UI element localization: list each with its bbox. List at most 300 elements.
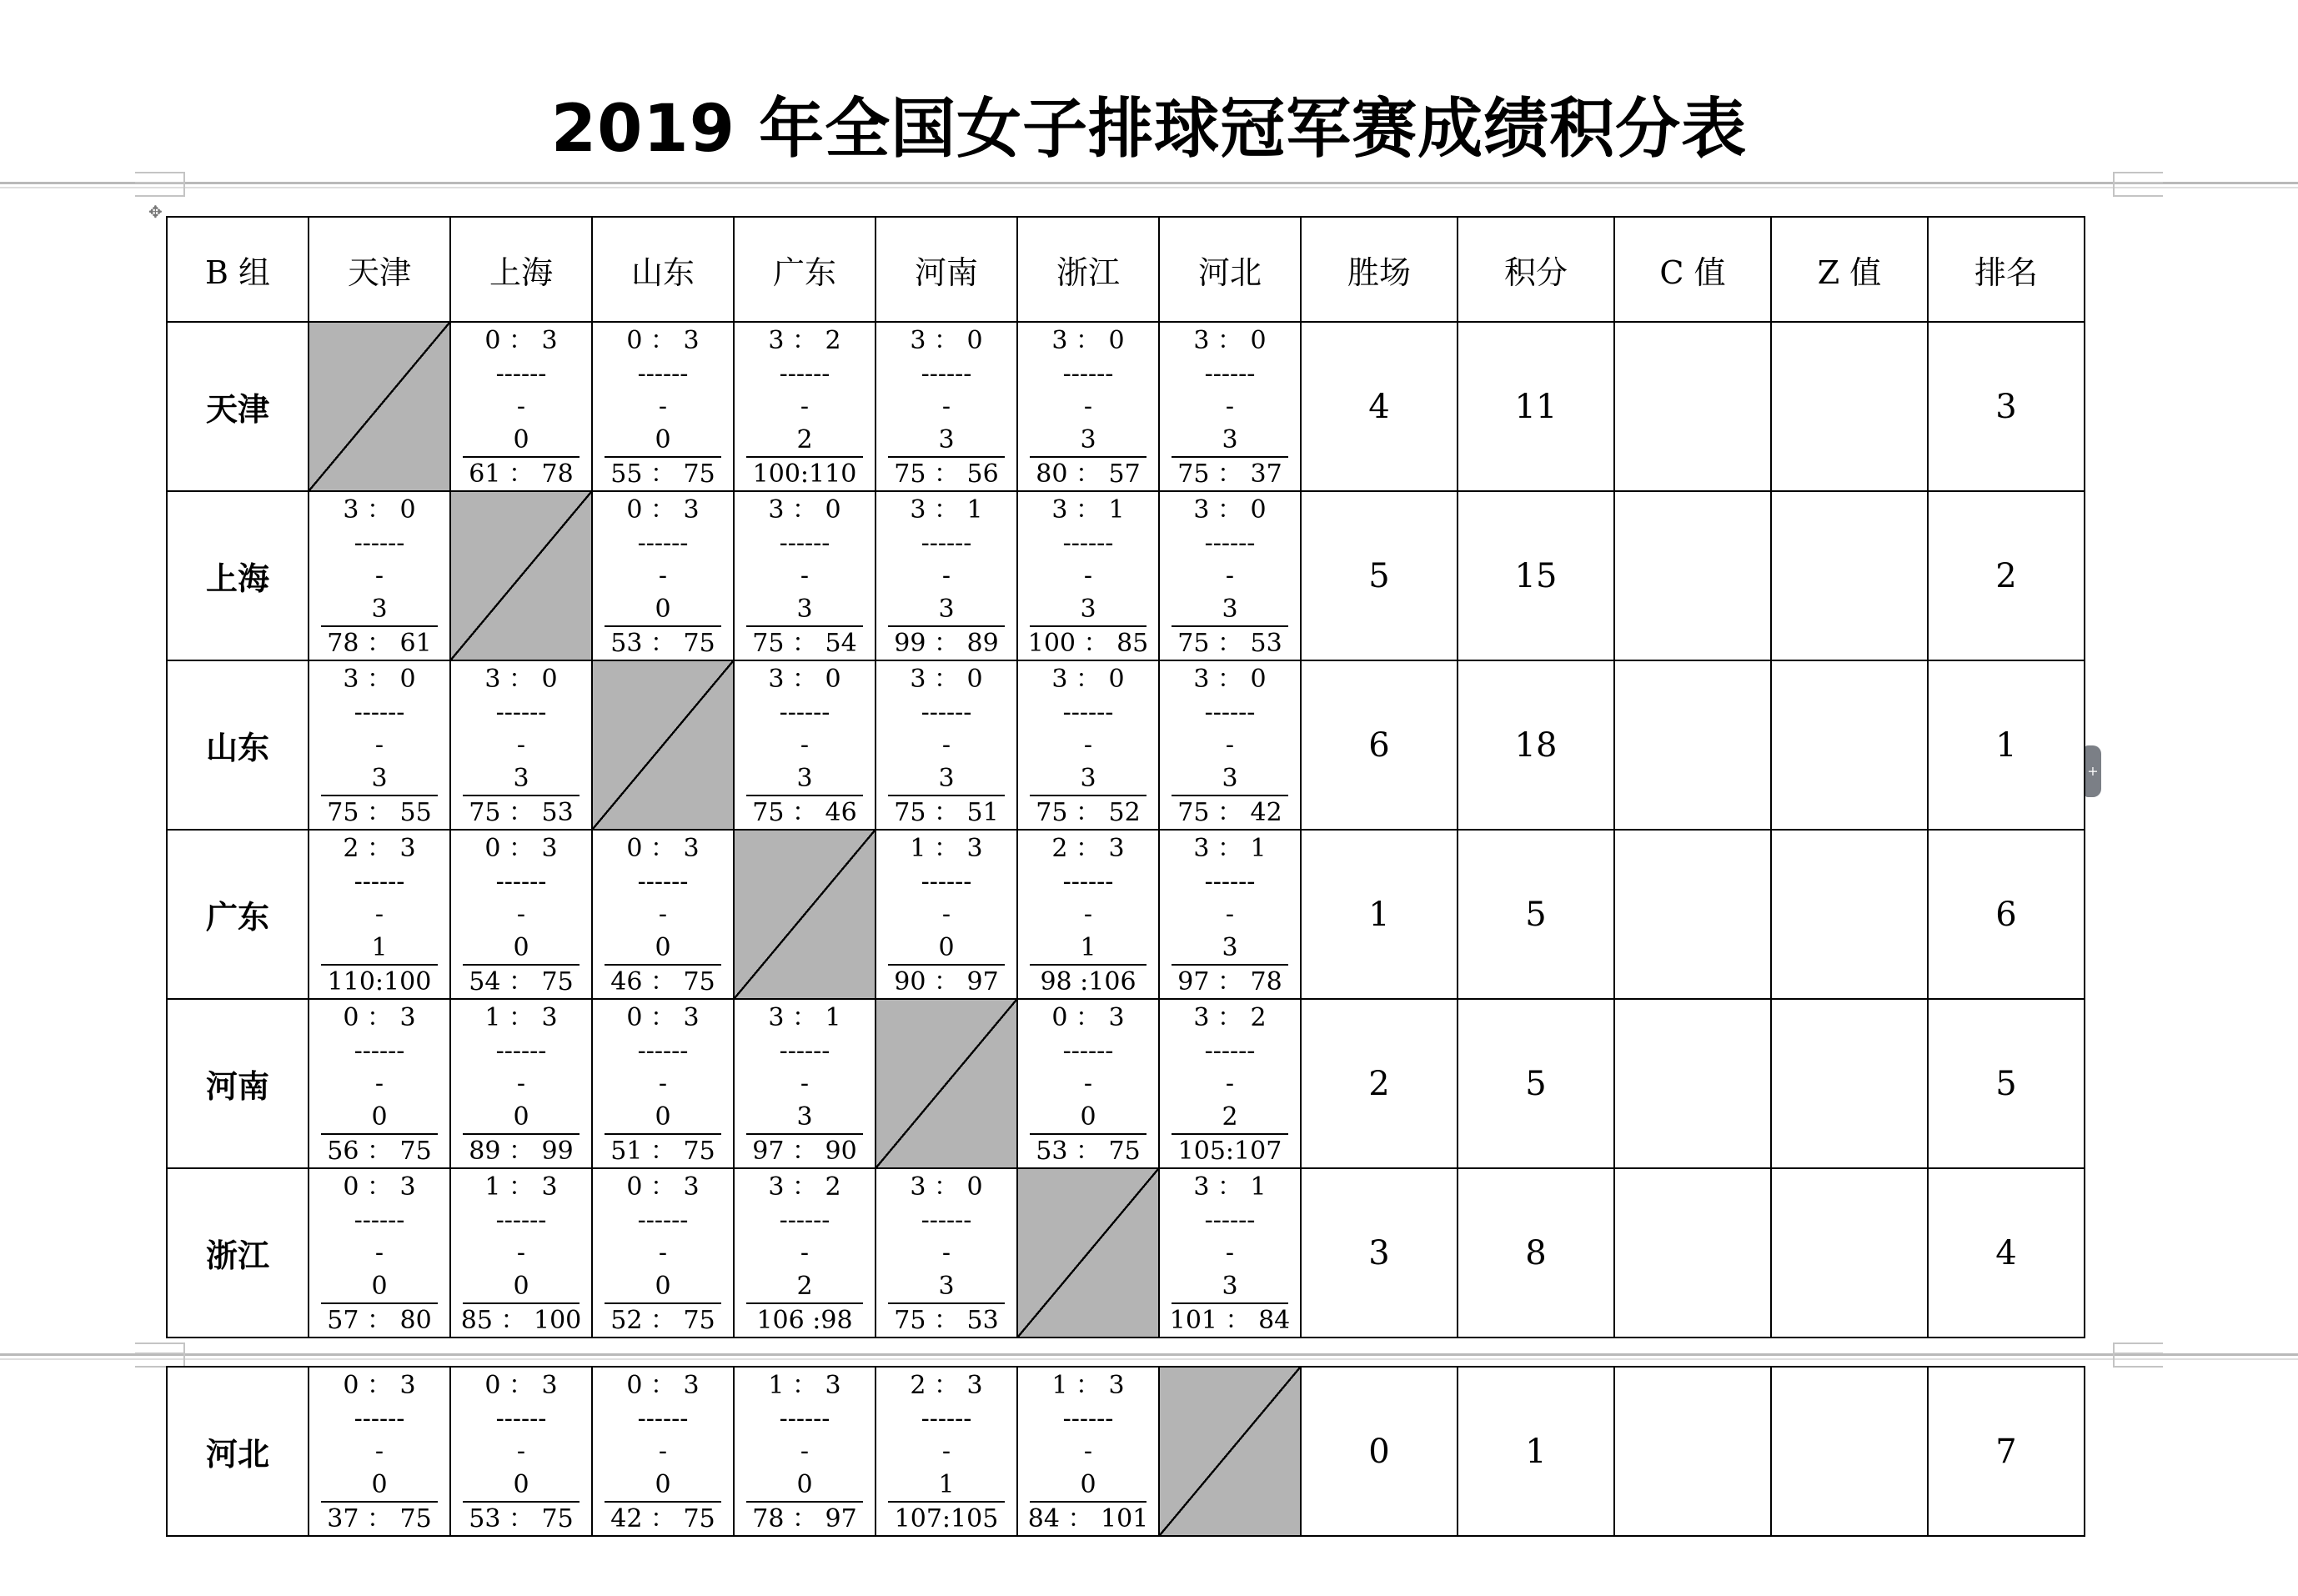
set-score: 3 ： 2 — [768, 326, 841, 355]
match-score — [1018, 323, 1158, 490]
match-score — [593, 323, 733, 490]
team-name-cell: 广东 — [167, 830, 309, 999]
dash-line: ------ — [921, 866, 972, 896]
set-score: 3 ： 0 — [910, 1172, 983, 1202]
header-cell: 积分 — [1458, 217, 1614, 322]
match-score — [309, 661, 449, 829]
set-score: 0 ： 3 — [343, 1172, 416, 1202]
match-points-won: 3 — [463, 762, 580, 796]
set-score: 1 ： 3 — [910, 834, 983, 863]
match-points-won: 0 — [321, 1468, 438, 1503]
c-cell — [1614, 660, 1771, 830]
set-score: 3 ： 2 — [1193, 1003, 1267, 1032]
match-points-won: 3 — [1172, 762, 1288, 796]
dash-line: ------ — [921, 1205, 972, 1235]
c-cell — [1614, 999, 1771, 1168]
match-points-won: 3 — [888, 1270, 1005, 1304]
set-score: 0 ： 3 — [626, 495, 700, 524]
dash-single: - — [1225, 730, 1235, 760]
side-panel-expand-icon[interactable]: + — [2085, 745, 2101, 797]
match-result-cell — [450, 999, 592, 1168]
z-cell — [1771, 322, 1928, 491]
match-points-won: 0 — [605, 1101, 721, 1135]
dash-line: ------ — [495, 697, 547, 727]
ball-points: 75 ： 55 — [327, 798, 432, 827]
wins-cell: 5 — [1301, 491, 1458, 660]
ball-points: 106 :98 — [756, 1306, 853, 1335]
dash-single: - — [516, 730, 526, 760]
page-title: 2019 年全国女子排球冠军赛成绩积分表 — [550, 92, 1748, 167]
dash-single: - — [941, 561, 951, 590]
header-cell: 浙江 — [1017, 217, 1159, 322]
match-score — [1018, 1000, 1158, 1167]
dash-single: - — [800, 561, 810, 590]
match-result-cell — [450, 830, 592, 999]
diagonal-blank-cell — [450, 491, 592, 660]
dash-single: - — [516, 900, 526, 929]
set-score: 0 ： 3 — [626, 326, 700, 355]
match-score — [876, 1169, 1016, 1337]
set-score: 2 ： 3 — [1051, 834, 1125, 863]
match-score — [876, 661, 1016, 829]
dash-line: ------ — [779, 1036, 830, 1066]
dash-line: ------ — [1204, 866, 1256, 896]
dash-single: - — [516, 1238, 526, 1267]
score-cell: 5 — [1458, 999, 1614, 1168]
set-score: 3 ： 0 — [1051, 326, 1125, 355]
dash-single: - — [1083, 730, 1093, 760]
set-score: 3 ： 0 — [1193, 326, 1267, 355]
match-score — [1160, 323, 1300, 490]
set-score: 0 ： 3 — [626, 1371, 700, 1400]
dash-single: - — [374, 730, 384, 760]
dash-single: - — [941, 730, 951, 760]
match-score — [1018, 1368, 1158, 1535]
team-name-cell: 山东 — [167, 660, 309, 830]
dash-line: ------ — [637, 1205, 689, 1235]
set-score: 3 ： 0 — [768, 665, 841, 694]
c-cell — [1614, 322, 1771, 491]
score-cell: 11 — [1458, 322, 1614, 491]
dash-line: ------ — [354, 528, 405, 558]
match-result-cell — [876, 491, 1017, 660]
match-result-cell — [734, 660, 876, 830]
match-result-cell — [1017, 491, 1159, 660]
score-cell: 8 — [1458, 1168, 1614, 1338]
ball-points: 100 ： 85 — [1027, 629, 1149, 658]
dash-line: ------ — [1204, 1205, 1256, 1235]
dash-single: - — [658, 1069, 668, 1098]
set-score: 0 ： 3 — [626, 1003, 700, 1032]
score-cell: 1 — [1458, 1367, 1614, 1536]
dash-line: ------ — [1204, 359, 1256, 389]
dash-single: - — [374, 561, 384, 590]
dash-line: ------ — [779, 359, 830, 389]
set-score: 0 ： 3 — [343, 1003, 416, 1032]
dash-line: ------ — [1204, 1036, 1256, 1066]
set-score: 3 ： 0 — [910, 326, 983, 355]
dash-line: ------ — [637, 359, 689, 389]
match-result-cell — [876, 830, 1017, 999]
ball-points: 51 ： 75 — [610, 1137, 715, 1166]
dash-single: - — [1083, 1069, 1093, 1098]
match-result-cell — [309, 999, 450, 1168]
ball-points: 52 ： 75 — [610, 1306, 715, 1335]
ball-points: 61 ： 78 — [469, 459, 574, 489]
match-points-won: 3 — [888, 762, 1005, 796]
wins-cell: 1 — [1301, 830, 1458, 999]
rank-cell: 7 — [1928, 1367, 2085, 1536]
match-score — [1160, 831, 1300, 998]
match-points-won: 2 — [746, 1270, 863, 1304]
dash-line: ------ — [354, 697, 405, 727]
c-cell — [1614, 491, 1771, 660]
dash-single: - — [658, 392, 668, 421]
rank-cell: 5 — [1928, 999, 2085, 1168]
ball-points: 75 ： 53 — [1177, 629, 1282, 658]
match-points-won: 0 — [321, 1101, 438, 1135]
match-points-won: 0 — [605, 1270, 721, 1304]
table-row — [167, 1168, 2085, 1338]
match-score — [876, 831, 1016, 998]
ball-points: 75 ： 52 — [1036, 798, 1141, 827]
dash-single: - — [800, 392, 810, 421]
set-score: 3 ： 2 — [768, 1172, 841, 1202]
match-result-cell — [592, 1367, 734, 1536]
dash-single: - — [1225, 900, 1235, 929]
match-score — [735, 492, 875, 660]
match-result-cell — [309, 491, 450, 660]
dash-line: ------ — [637, 866, 689, 896]
match-result-cell — [450, 1168, 592, 1338]
match-result-cell — [876, 1168, 1017, 1338]
dash-line: ------ — [495, 866, 547, 896]
ball-points: 90 ： 97 — [894, 967, 999, 996]
set-score: 2 ： 3 — [343, 834, 416, 863]
dash-single: - — [374, 900, 384, 929]
match-result-cell — [876, 1367, 1017, 1536]
ball-points: 75 ： 53 — [894, 1306, 999, 1335]
dash-line: ------ — [495, 1036, 547, 1066]
ball-points: 78 ： 61 — [327, 629, 432, 658]
c-cell — [1614, 1367, 1771, 1536]
match-score — [593, 1368, 733, 1535]
rank-cell: 4 — [1928, 1168, 2085, 1338]
match-result-cell — [1159, 322, 1301, 491]
team-name-cell: 天津 — [167, 322, 309, 491]
match-score — [1160, 1000, 1300, 1167]
match-result-cell — [1159, 491, 1301, 660]
match-points-won: 3 — [746, 593, 863, 627]
match-score — [876, 323, 1016, 490]
ball-points: 42 ： 75 — [610, 1504, 715, 1533]
match-score — [451, 1169, 591, 1337]
team-name-cell: 上海 — [167, 491, 309, 660]
ball-points: 75 ： 37 — [1177, 459, 1282, 489]
table-row — [167, 660, 2085, 830]
match-result-cell — [876, 322, 1017, 491]
set-score: 3 ： 0 — [910, 665, 983, 694]
set-score: 3 ： 0 — [1051, 665, 1125, 694]
dash-single: - — [516, 1069, 526, 1098]
rank-cell: 6 — [1928, 830, 2085, 999]
dash-line: ------ — [1062, 359, 1114, 389]
match-result-cell — [1017, 999, 1159, 1168]
match-points-won: 0 — [605, 593, 721, 627]
dash-line: ------ — [637, 1403, 689, 1433]
set-score: 1 ： 3 — [484, 1172, 558, 1202]
dash-single: - — [941, 1437, 951, 1466]
match-score — [1018, 831, 1158, 998]
match-score — [1018, 661, 1158, 829]
match-result-cell — [592, 322, 734, 491]
ball-points: 75 ： 46 — [752, 798, 857, 827]
dash-single: - — [658, 561, 668, 590]
match-score — [876, 492, 1016, 660]
set-score: 0 ： 3 — [484, 326, 558, 355]
dash-line: ------ — [1062, 866, 1114, 896]
table-row — [167, 491, 2085, 660]
wins-cell: 6 — [1301, 660, 1458, 830]
set-score: 3 ： 0 — [768, 495, 841, 524]
match-score — [1160, 1169, 1300, 1337]
match-score — [451, 1000, 591, 1167]
ball-points: 54 ： 75 — [469, 967, 574, 996]
header-cell: B 组 — [167, 217, 309, 322]
match-points-won: 0 — [463, 1468, 580, 1503]
set-score: 3 ： 1 — [910, 495, 983, 524]
match-score — [451, 1368, 591, 1535]
match-result-cell — [309, 830, 450, 999]
set-score: 0 ： 3 — [484, 1371, 558, 1400]
ball-points: 97 ： 78 — [1177, 967, 1282, 996]
dash-single: - — [374, 1437, 384, 1466]
dash-single: - — [374, 1069, 384, 1098]
set-score: 3 ： 1 — [768, 1003, 841, 1032]
dash-line: ------ — [921, 1403, 972, 1433]
match-result-cell — [1017, 1367, 1159, 1536]
ball-points: 105:107 — [1177, 1137, 1282, 1166]
set-score: 3 ： 0 — [1193, 665, 1267, 694]
margin-corner-top-right — [2113, 172, 2163, 197]
dash-single: - — [516, 392, 526, 421]
dash-line: ------ — [637, 528, 689, 558]
set-score: 1 ： 3 — [768, 1371, 841, 1400]
match-result-cell — [734, 1367, 876, 1536]
ball-points: 85 ： 100 — [460, 1306, 582, 1335]
set-score: 3 ： 1 — [1193, 834, 1267, 863]
match-points-won: 0 — [321, 1270, 438, 1304]
dash-single: - — [1225, 1069, 1235, 1098]
match-points-won: 0 — [463, 1270, 580, 1304]
ball-points: 100:110 — [752, 459, 857, 489]
match-result-cell — [592, 830, 734, 999]
match-points-won: 0 — [888, 931, 1005, 966]
dash-line: ------ — [354, 1403, 405, 1433]
ball-points: 80 ： 57 — [1036, 459, 1141, 489]
match-points-won: 3 — [1172, 1270, 1288, 1304]
set-score: 3 ： 0 — [343, 495, 416, 524]
dash-line: ------ — [921, 359, 972, 389]
header-cell: 山东 — [592, 217, 734, 322]
match-points-won: 1 — [1030, 931, 1146, 966]
margin-corner-top-left — [135, 172, 185, 197]
match-result-cell — [592, 999, 734, 1168]
set-score: 3 ： 0 — [484, 665, 558, 694]
set-score: 1 ： 3 — [484, 1003, 558, 1032]
match-score — [309, 1000, 449, 1167]
dash-single: - — [1083, 561, 1093, 590]
match-points-won: 3 — [1172, 424, 1288, 458]
z-cell — [1771, 1168, 1928, 1338]
dash-single: - — [658, 1238, 668, 1267]
header-cell: 广东 — [734, 217, 876, 322]
dash-line: ------ — [1062, 1036, 1114, 1066]
match-points-won: 2 — [1172, 1101, 1288, 1135]
match-score — [309, 1169, 449, 1337]
match-points-won: 0 — [1030, 1101, 1146, 1135]
match-points-won: 0 — [463, 1101, 580, 1135]
page-break-bottom — [0, 1353, 2298, 1356]
dash-line: ------ — [921, 697, 972, 727]
dash-line: ------ — [354, 866, 405, 896]
match-score — [593, 1169, 733, 1337]
match-result-cell — [1017, 660, 1159, 830]
match-result-cell — [876, 660, 1017, 830]
match-result-cell — [1159, 999, 1301, 1168]
header-cell: 河北 — [1159, 217, 1301, 322]
header-cell: 河南 — [876, 217, 1017, 322]
score-cell: 15 — [1458, 491, 1614, 660]
match-result-cell — [734, 491, 876, 660]
set-score: 3 ： 1 — [1051, 495, 1125, 524]
ball-points: 84 ： 101 — [1027, 1504, 1149, 1533]
match-score — [593, 831, 733, 998]
team-name-cell: 河南 — [167, 999, 309, 1168]
diagonal-blank-cell — [1159, 1367, 1301, 1536]
match-result-cell — [450, 322, 592, 491]
match-points-won: 3 — [1172, 931, 1288, 966]
set-score: 3 ： 0 — [343, 665, 416, 694]
ball-points: 56 ： 75 — [327, 1137, 432, 1166]
match-result-cell — [309, 660, 450, 830]
match-result-cell — [592, 491, 734, 660]
match-points-won: 0 — [605, 424, 721, 458]
score-cell: 5 — [1458, 830, 1614, 999]
wins-cell: 3 — [1301, 1168, 1458, 1338]
match-score — [1160, 661, 1300, 829]
match-points-won: 2 — [746, 424, 863, 458]
match-points-won: 1 — [321, 931, 438, 966]
ball-points: 97 ： 90 — [752, 1137, 857, 1166]
match-points-won: 3 — [888, 424, 1005, 458]
team-name-cell: 浙江 — [167, 1168, 309, 1338]
match-score — [1018, 492, 1158, 660]
ball-points: 55 ： 75 — [610, 459, 715, 489]
dash-line: ------ — [354, 1036, 405, 1066]
standings-table-continued — [166, 1366, 2085, 1537]
table-row — [167, 830, 2085, 999]
set-score: 3 ： 0 — [1193, 495, 1267, 524]
rank-cell: 3 — [1928, 322, 2085, 491]
set-score: 2 ： 3 — [910, 1371, 983, 1400]
ball-points: 75 ： 56 — [894, 459, 999, 489]
dash-line: ------ — [1062, 697, 1114, 727]
dash-line: ------ — [779, 1205, 830, 1235]
match-score — [309, 831, 449, 998]
rank-cell: 1 — [1928, 660, 2085, 830]
match-score — [735, 1368, 875, 1535]
match-result-cell — [309, 1168, 450, 1338]
ball-points: 37 ： 75 — [327, 1504, 432, 1533]
dash-single: - — [1083, 900, 1093, 929]
dash-single: - — [941, 1238, 951, 1267]
match-score — [1160, 492, 1300, 660]
dash-line: ------ — [495, 1403, 547, 1433]
ball-points: 101 ： 84 — [1169, 1306, 1291, 1335]
match-score — [593, 492, 733, 660]
table-move-handle-icon[interactable]: ✥ — [148, 202, 163, 222]
rank-cell: 2 — [1928, 491, 2085, 660]
match-result-cell — [592, 1168, 734, 1338]
wins-cell: 0 — [1301, 1367, 1458, 1536]
page-break-top — [0, 182, 2298, 184]
z-cell — [1771, 999, 1928, 1168]
match-points-won: 3 — [746, 762, 863, 796]
match-score — [735, 1169, 875, 1337]
table-row — [167, 322, 2085, 491]
dash-line: ------ — [354, 1205, 405, 1235]
ball-points: 75 ： 53 — [469, 798, 574, 827]
set-score: 0 ： 3 — [484, 834, 558, 863]
diagonal-blank-cell — [734, 830, 876, 999]
match-points-won: 1 — [888, 1468, 1005, 1503]
match-result-cell — [734, 999, 876, 1168]
header-cell: C 值 — [1614, 217, 1771, 322]
match-score — [309, 492, 449, 660]
match-result-cell — [450, 660, 592, 830]
dash-single: - — [1083, 1437, 1093, 1466]
match-points-won: 0 — [605, 1468, 721, 1503]
match-score — [735, 1000, 875, 1167]
dash-single: - — [1225, 1238, 1235, 1267]
header-cell: 上海 — [450, 217, 592, 322]
header-cell: 天津 — [309, 217, 450, 322]
match-points-won: 3 — [1030, 762, 1146, 796]
match-result-cell — [1159, 1168, 1301, 1338]
match-points-won: 3 — [1030, 593, 1146, 627]
match-result-cell — [734, 1168, 876, 1338]
set-score: 0 ： 3 — [343, 1371, 416, 1400]
diagonal-blank-cell — [309, 322, 450, 491]
dash-line: ------ — [1204, 528, 1256, 558]
dash-single: - — [941, 900, 951, 929]
set-score: 0 ： 3 — [626, 834, 700, 863]
margin-corner-bottom-left — [135, 1343, 185, 1368]
z-cell — [1771, 491, 1928, 660]
dash-single: - — [374, 1238, 384, 1267]
ball-points: 78 ： 97 — [752, 1504, 857, 1533]
dash-single: - — [800, 1069, 810, 1098]
z-cell — [1771, 830, 1928, 999]
match-score — [451, 661, 591, 829]
dash-line: ------ — [1062, 1403, 1114, 1433]
match-points-won: 0 — [746, 1468, 863, 1503]
ball-points: 107:105 — [894, 1504, 999, 1533]
dash-line: ------ — [495, 359, 547, 389]
match-points-won: 0 — [605, 931, 721, 966]
dash-line: ------ — [1204, 697, 1256, 727]
